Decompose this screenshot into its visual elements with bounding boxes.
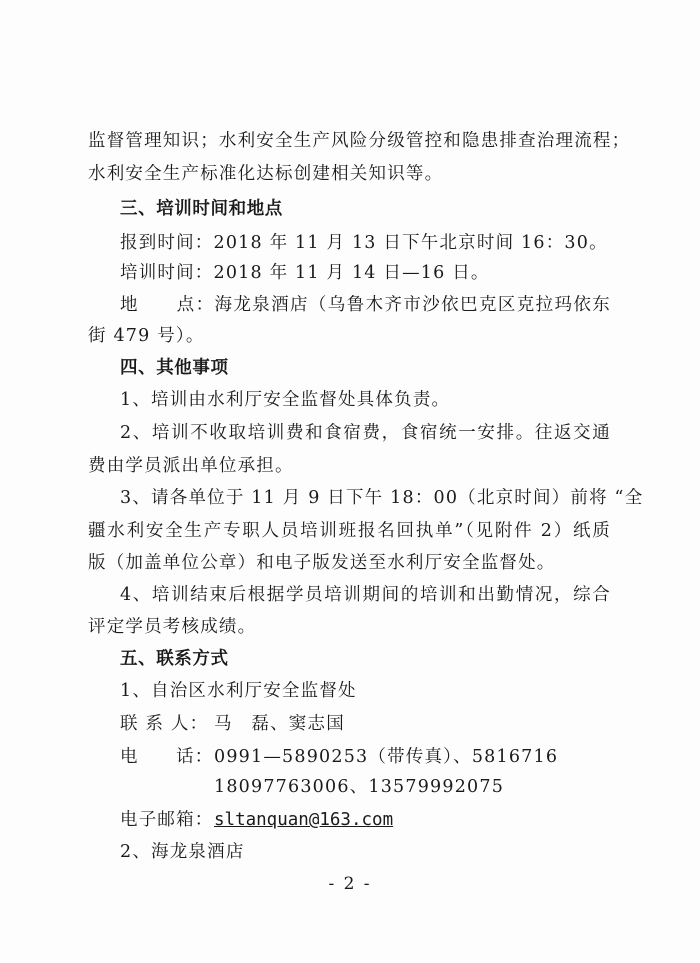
item-3-cont: 疆水利安全生产专职人员培训班报名回执单”（见附件 2）纸质 (88, 521, 611, 541)
page-number: - 2 - (328, 874, 372, 894)
item-3: 3、请各单位于 11 月 9 日下午 18：00（北京时间）前将 “全 (120, 488, 644, 508)
phone-numbers: 0991—5890253（带传真）、5816716 (214, 747, 559, 767)
item-1: 1、培训由水利厅安全监督处具体负责。 (120, 390, 451, 410)
contact-office: 1、自治区水利厅安全监督处 (120, 681, 357, 701)
phone-label: 电 话： (120, 747, 214, 767)
section-heading-3: 三、培训时间和地点 (120, 199, 283, 219)
item-3-cont: 版（加盖单位公章）和电子版发送至水利厅安全监督处。 (88, 553, 556, 573)
training-place-cont: 街 479 号）。 (88, 326, 205, 346)
item-4-cont: 评定学员考核成绩。 (88, 617, 257, 637)
contact-hotel: 2、海龙泉酒店 (120, 842, 245, 862)
training-place: 地 点：海龙泉酒店（乌鲁木齐市沙依巴克区克拉玛依东 (120, 295, 611, 315)
item-4: 4、培训结束后根据学员培训期间的培训和出勤情况，综合 (120, 585, 611, 605)
paragraph-line: 水利安全生产标准化达标创建相关知识等。 (88, 164, 444, 184)
paragraph-line: 监督管理知识；水利安全生产风险分级管控和隐患排查治理流程； (88, 131, 631, 151)
contact-person-names: 马 磊、窦志国 (214, 714, 345, 734)
item-2-cont: 费由学员派出单位承担。 (88, 456, 294, 476)
phone-numbers-cont: 18097763006、13579992075 (214, 777, 505, 797)
item-2: 2、培训不收取培训费和食宿费，食宿统一安排。往返交通 (120, 423, 611, 443)
training-time: 培训时间：2018 年 11 月 14 日—16 日。 (120, 263, 490, 283)
report-time: 报到时间：2018 年 11 月 13 日下午北京时间 16：30。 (120, 233, 608, 253)
section-heading-4: 四、其他事项 (120, 358, 229, 378)
email-link[interactable]: sltanquan@163.com (214, 810, 394, 830)
contact-person-label: 联 系 人： (120, 714, 209, 734)
section-heading-5: 五、联系方式 (120, 649, 229, 669)
email-label: 电子邮箱： (120, 810, 214, 830)
